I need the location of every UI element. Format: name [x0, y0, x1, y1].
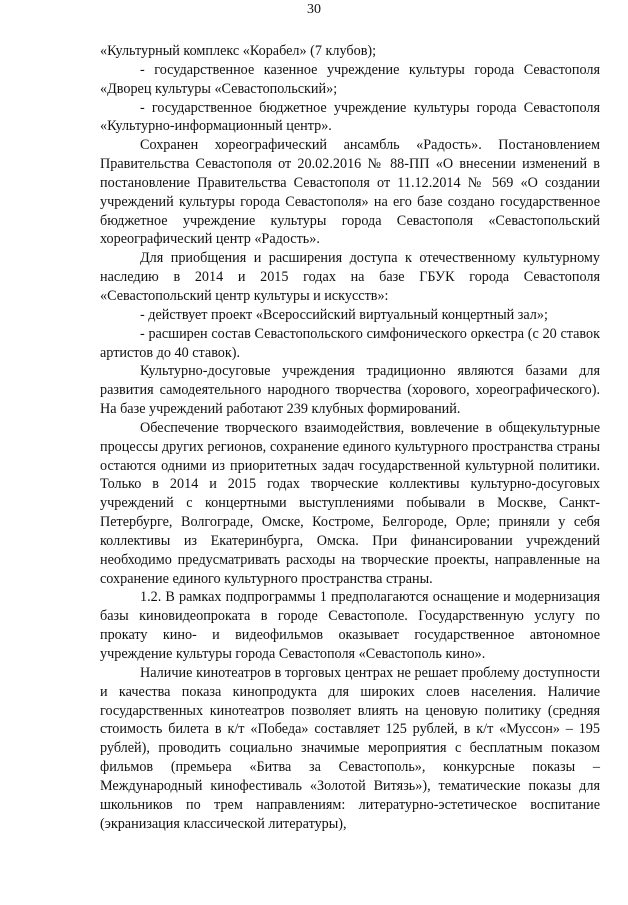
paragraph: Наличие кинотеатров в торговых центрах не решает проблему доступности и качества показа кинопродукта для широких слоев населения. Наличие государственных кинотеатров позволяет влиять на ценовую политику (средняя стоимость билета в к/т «Победа» составляет 125 рублей, в к/т «Муссон» – 195 рублей), проводить социально значимые мероприятия с бесплатным показом фильмов (премьера «Битва за Севастополь», конкурсные показы – Международный кинофестиваль «Золотой Витязь»), тематические показы для школьников по трем направлениям: литературно-эстетическое воспитание (экранизация классической литературы),: [100, 664, 600, 832]
paragraph: Для приобщения и расширения доступа к отечественному культурному наследию в 2014 и 2015 годах на базе ГБУК города Севастополя «Севастопольский центр культуры и искусств»:: [100, 250, 600, 304]
paragraph: Культурно-досуговые учреждения традиционно являются базами для развития самодеятельного народного творчества (хорового, хореографического). На базе учреждений работают 239 клубных формирований.: [100, 363, 600, 418]
page-number: 30: [307, 2, 321, 17]
paragraph: Сохранен хореографический ансамбль «Радость». Постановлением Правительства Севастополя от 20.02.2016 № 88-ПП «О внесении изменений в постановление Правительства Севастополя от 11.12.2014 № 569 «О создании учреждений культуры города Севастополя» на его базе создано государственное бюджетное учреждение культуры города Севастополя «Севастопольский хореографический центр «Радость».: [100, 137, 600, 248]
paragraph: 1.2. В рамках подпрограммы 1 предполагаются оснащение и модернизация базы киновидеопроката в городе Севастополе. Государственную услугу по прокату кино- и видеофильмов оказывает государственное автономное учреждение культуры города Севастополя «Севастополь кино».: [100, 589, 600, 662]
paragraph: «Культурный комплекс «Корабел» (7 клубов);: [100, 43, 377, 59]
paragraph: Обеспечение творческого взаимодействия, вовлечение в общекультурные процессы других регионов, сохранение единого культурного пространства страны остаются одними из приоритетных задач государственной культурной политики. Только в 2014 и 2015 годах творческие коллективы культурно-досуговых учреждений с концертными выступлениями побывали в Москве, Санкт-Петербурге, Волгограде, Омске, Костроме, Белгороде, Орле; приняли у себя коллективы из Екатеринбурга, Омска. При финансировании учреждений необходимо предусматривать расходы на творческие проекты, направленные на сохранение единого культурного пространства страны.: [100, 419, 600, 587]
paragraph: - государственное бюджетное учреждение культуры города Севастополя «Культурно-информационный центр».: [100, 99, 600, 135]
paragraph: - действует проект «Всероссийский виртуальный концертный зал»;: [140, 306, 548, 323]
document-body: [100, 42, 600, 833]
paragraph: - расширен состав Севастопольского симфонического оркестра (с 20 ставок артистов до 40 ставок).: [100, 325, 600, 361]
paragraph: - государственное казенное учреждение культуры города Севастополя «Дворец культуры «Севастопольский»;: [100, 61, 600, 97]
